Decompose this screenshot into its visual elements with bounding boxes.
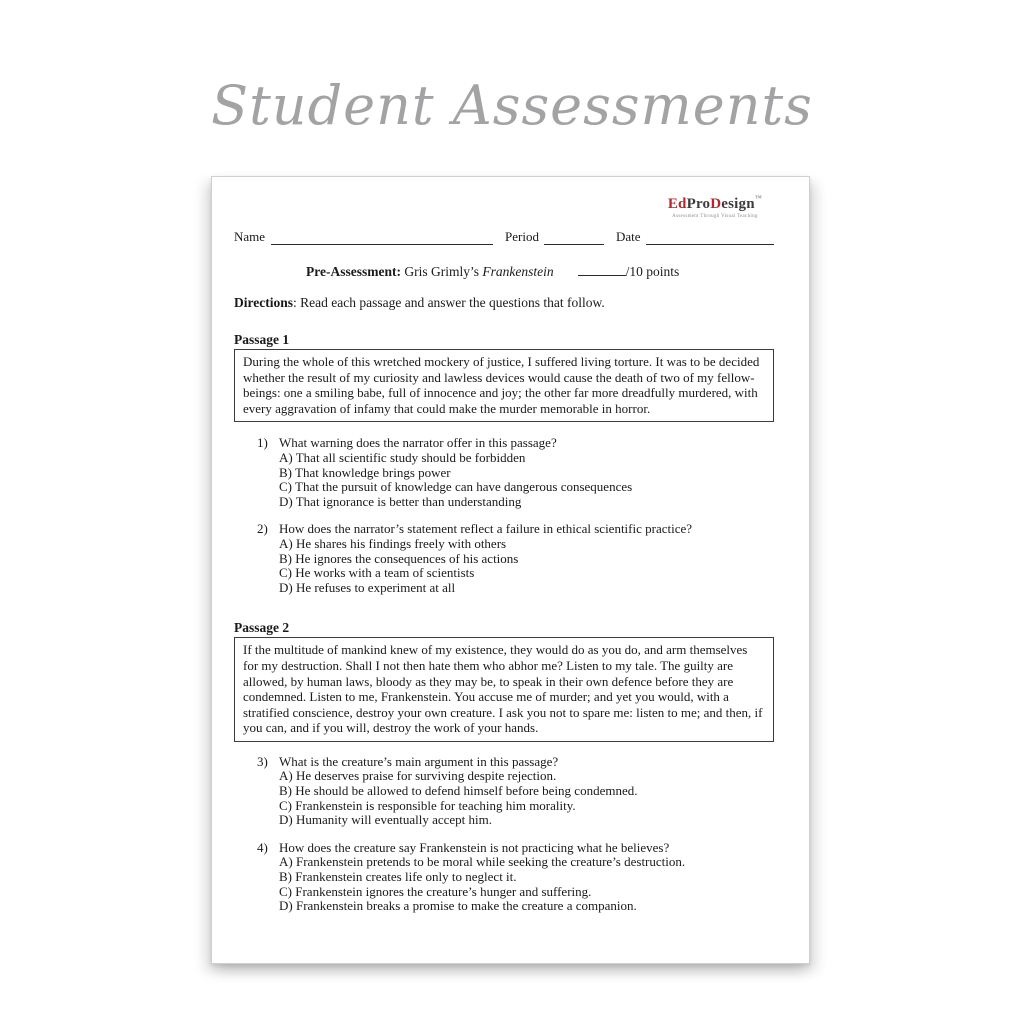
question-number: 3) [257,753,268,769]
logo-wordmark [667,194,762,212]
worksheet-page [211,176,810,964]
date-label: Date [616,229,641,244]
name-label: Name [234,229,266,244]
question-2-stem: 2) How does the narrator’s statement reflect a failure in ethical scientific practice? [234,522,774,537]
question-3-options [234,769,774,827]
question-number: 1) [257,435,268,451]
option-c: C) Frankenstein ignores the creature’s hunger and suffering. [279,883,592,899]
directions-text: : Read each passage and answer the questions that follow. [293,295,605,310]
option-a: A) He shares his findings freely with others [279,535,507,551]
option-c: C) He works with a team of scientists [279,565,475,581]
option-d: D) Humanity will eventually accept him. [279,812,492,828]
name-blank-line [271,231,493,245]
question-number: 2) [257,521,268,537]
question-2-options [234,537,774,595]
option-b: B) He should be allowed to defend himself before being condemned. [279,783,638,799]
directions-label: Directions [234,295,293,310]
option-a: A) That all scientific study should be forbidden [279,449,526,465]
logo-part-pro: Pro [686,196,711,212]
question-1 [234,436,774,509]
assessment-label: Pre-Assessment: [306,264,401,279]
option-b: B) He ignores the consequences of his actions [279,550,519,566]
option-d: D) That ignorance is better than understanding [279,493,522,509]
question-4 [234,841,774,914]
period-blank-line [544,231,604,245]
passage-1-heading: Passage 1 [234,332,290,347]
question-4-options [234,855,774,913]
option-d: D) Frankenstein breaks a promise to make the creature a companion. [279,898,637,914]
trademark-symbol: ™ [754,194,762,202]
option-b: B) That knowledge brings power [279,464,451,480]
option-a: A) He deserves praise for surviving despite rejection. [279,768,557,784]
logo-tagline: Assessment Through Visual Teaching [672,214,758,219]
question-2 [234,522,774,595]
logo-part-ed: Ed [667,196,687,212]
directions [234,295,774,311]
option-c: C) Frankenstein is responsible for teaching him morality. [279,797,576,813]
edprodesign-logo [234,194,774,221]
option-d: D) He refuses to experiment at all [279,579,456,595]
page-title: Student Assessments [211,74,813,137]
option-b: B) Frankenstein creates life only to neglect it. [279,869,517,885]
book-title: Frankenstein [482,264,554,279]
name-period-date-row [234,230,774,245]
question-1-stem: 1) What warning does the narrator offer in this passage? [234,436,774,451]
period-label: Period [505,229,539,244]
score-blank-line [578,262,626,276]
option-a: A) Frankenstein pretends to be moral while seeking the creature’s destruction. [279,854,686,870]
question-4-stem: 4) How does the creature say Frankenstein is not practicing what he believes? [234,841,774,856]
date-blank-line [646,231,774,245]
question-1-options [234,451,774,509]
question-number: 4) [257,839,268,855]
option-c: C) That the pursuit of knowledge can have dangerous consequences [279,479,633,495]
question-3-stem: 3) What is the creature’s main argument in this passage? [234,755,774,770]
assessment-title [234,262,774,278]
points-label: /10 points [625,264,680,279]
logo-block [667,194,762,219]
logo-part-esign: esign [721,196,755,212]
logo-part-d: D [710,196,722,212]
passage-1-text: During the whole of this wretched mockery of justice, I suffered living torture. It was to be decided whether the result of my curiosity and lawless devices would cause the death of two of my fellow-beings: one a smiling babe, full of innocence and joy; the other far more dreadfully murdered, with every aggravation of infamy that could make the murder memorable in horror. [234,349,774,422]
passage-2-heading: Passage 2 [234,620,290,636]
question-3 [234,755,774,828]
assessment-author: Gris Grimly’s [400,264,483,279]
passage-2-text: If the multitude of mankind knew of my existence, they would do as you do, and arm themselves for my destruction. Shall I not then hate them who abhor me? Listen to my tale. The guilty are allowed, by human laws, bloody as they may be, to speak in their own defence before they are condemned. Listen to me, Frankenstein. You accuse me of murder; and yet you would, with a stratified conscience, destroy your own creature. I ask you not to spare me: listen to me; and then, if you can, and if you will, destroy the work of your hands. [234,637,774,742]
